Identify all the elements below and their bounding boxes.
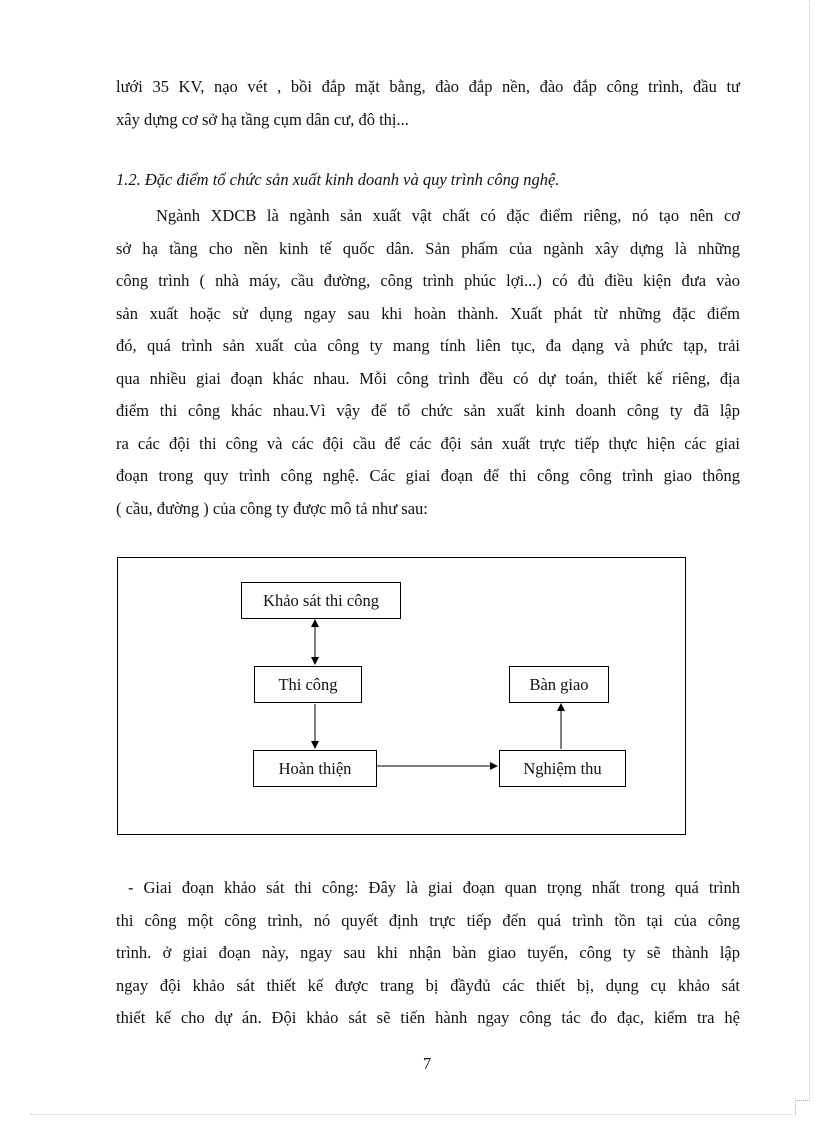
- paragraph-line: đoạn trong quy trình công nghệ. Các giai đoạn để thi công công trình giao thông: [116, 466, 740, 485]
- paragraph-line: thiết kế cho dự án. Đội khảo sát sẽ tiến hành ngay công tác đo đạc, kiểm tra hệ: [116, 1008, 740, 1027]
- paragraph-line: sản xuất hoặc sử dụng ngay sau khi hoàn thành. Xuất phát từ những đặc điểm: [116, 303, 740, 323]
- intro-line: xây dựng cơ sở hạ tầng cụm dân cư, đô thị...: [116, 109, 409, 129]
- step-finishing-box: Hoàn thiện: [253, 750, 377, 787]
- step-construction-box: Thi công: [254, 666, 362, 703]
- process-flow-diagram: [117, 557, 686, 835]
- page-bottom-edge: [30, 1114, 792, 1115]
- paragraph-line: ngay đội khảo sát thiết kế được trang bị đầyđủ các thiết bị, dụng cụ khảo sát: [116, 975, 740, 995]
- paragraph-line: trình. ở giai đoạn này, ngay sau khi nhận bàn giao tuyến, công ty sẽ thành lập: [116, 943, 740, 962]
- paragraph-line: đó, quá trình sản xuất của công ty mang tính liên tục, đa dạng và phức tạp, trải: [116, 336, 740, 355]
- step-survey-box: Khảo sát thi công: [241, 582, 401, 619]
- paragraph-line: thi công một công trình, nó quyết định trực tiếp đến quá trình tồn tại của công: [116, 910, 740, 930]
- page-edge-marker: [809, 0, 810, 1100]
- paragraph-line: qua nhiều giai đoạn khác nhau. Mỗi công trình đều có dự toán, thiết kế riêng, địa: [116, 368, 740, 388]
- paragraph-line: sở hạ tầng cho nền kinh tế quốc dân. Sản phẩm của ngành xây dựng là những: [116, 238, 740, 258]
- section-heading: 1.2. Đặc điểm tổ chức sản xuất kinh doanh và quy trình công nghệ.: [116, 170, 560, 189]
- step-acceptance-box: Nghiệm thu: [499, 750, 626, 787]
- main-paragraph: [116, 200, 740, 525]
- paragraph-line: Ngành XDCB là ngành sản xuất vật chất có đặc điểm riêng, nó tạo nên cơ: [156, 206, 740, 225]
- page-number: 7: [422, 1054, 432, 1073]
- paragraph-line: - Giai đoạn khảo sát thi công: Đây là giai đoạn quan trọng nhất trong quá trình: [128, 878, 740, 897]
- page-corner-marker: [795, 1100, 810, 1115]
- intro-paragraph: [116, 71, 740, 136]
- survey-paragraph: [116, 872, 740, 1035]
- paragraph-line: công trình ( nhà máy, cầu đường, công trình phúc lợi...) có đủ điều kiện đưa vào: [116, 271, 740, 290]
- paragraph-line: ( cầu, đường ) của công ty được mô tả như sau:: [116, 498, 428, 518]
- step-handover-box: Bàn giao: [509, 666, 609, 703]
- intro-line: lưới 35 KV, nạo vét , bồi đắp mặt bằng, đào đắp nền, đào đắp công trình, đầu tư: [116, 77, 740, 96]
- paragraph-line: ra các đội thi công và các đội cầu để các đội sản xuất trực tiếp thực hiện các giai: [116, 433, 740, 453]
- paragraph-line: điểm thi công khác nhau.Vì vậy để tổ chức sản xuất kinh doanh công ty đã lập: [116, 401, 740, 420]
